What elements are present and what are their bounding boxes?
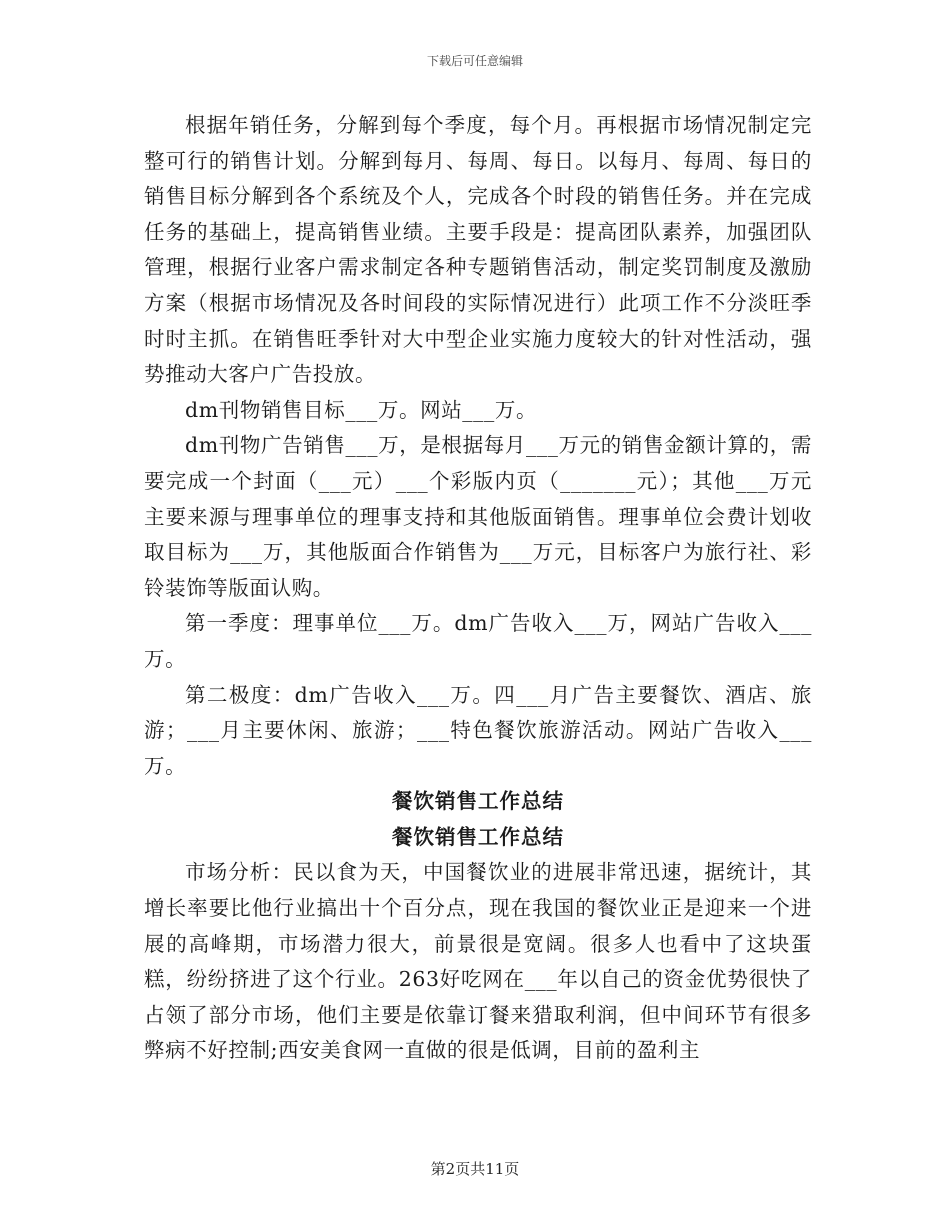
page-header: 下载后可任意编辑: [426, 54, 523, 68]
section-subheading: 餐饮销售工作总结: [392, 824, 564, 849]
paragraph-sales-plan: 根据年销任务，分解到每个季度，每个月。再根据市场情况制定完整可行的销售计划。分解到每月、每周、每日。以每月、每周、每日的销售目标分解到各个系统及个人，完成各个时段的销售任务。并在完成任务的基础上，提高销售业绩。主要手段是：提高团队素养，加强团队管理，根据行业客户需求制定各种专题销售活动，制定奖罚制度及激励方案（根据市场情况及各时间段的实际情况进行）此项工作不分淡旺季时时主抓。在销售旺季针对大中型企业实施力度较大的针对性活动，强势推动大客户广告投放。: [144, 113, 812, 387]
paragraph-dm-target: dm刊物销售目标___万。网站___万。: [185, 397, 538, 422]
document-body: [144, 108, 812, 1069]
paragraph-market-analysis: 市场分析：民以食为天，中国餐饮业的进展非常迅速，据统计，其增长率要比他行业搞出十个百分点，现在我国的餐饮业正是迎来一个进展的高峰期，市场潜力很大，前景很是宽阔。很多人也看中了这块蛋糕，纷纷挤进了这个行业。263好吃网在___年以自己的资金优势很快了占领了部分市场，他们主要是依靠订餐来猎取利润，但中间环节有很多弊病不好控制;西安美食网一直做的很是低调，目前的盈利主: [144, 860, 812, 1063]
paragraph-dm-ad-sales: dm刊物广告销售___万，是根据每月___万元的销售金额计算的，需要完成一个封面（___元）___个彩版内页（_______元）；其他___万元主要来源与理事单位的理事支持和其他版面销售。理事单位会费计划收取目标为___万，其他版面合作销售为___万元，目标客户为旅行社、彩铃装饰等版面认购。: [144, 433, 812, 600]
paragraph-second-quarter: 第二极度：dm广告收入___万。四___月广告主要餐饮、酒店、旅游；___月主要休闲、旅游；___特色餐饮旅游活动。网站广告收入___万。: [144, 682, 812, 778]
page-number: 第2页共11页: [430, 1160, 520, 1178]
paragraph-first-quarter: 第一季度：理事单位___万。dm广告收入___万，网站广告收入___万。: [144, 611, 812, 671]
section-heading: 餐饮销售工作总结: [392, 789, 564, 814]
